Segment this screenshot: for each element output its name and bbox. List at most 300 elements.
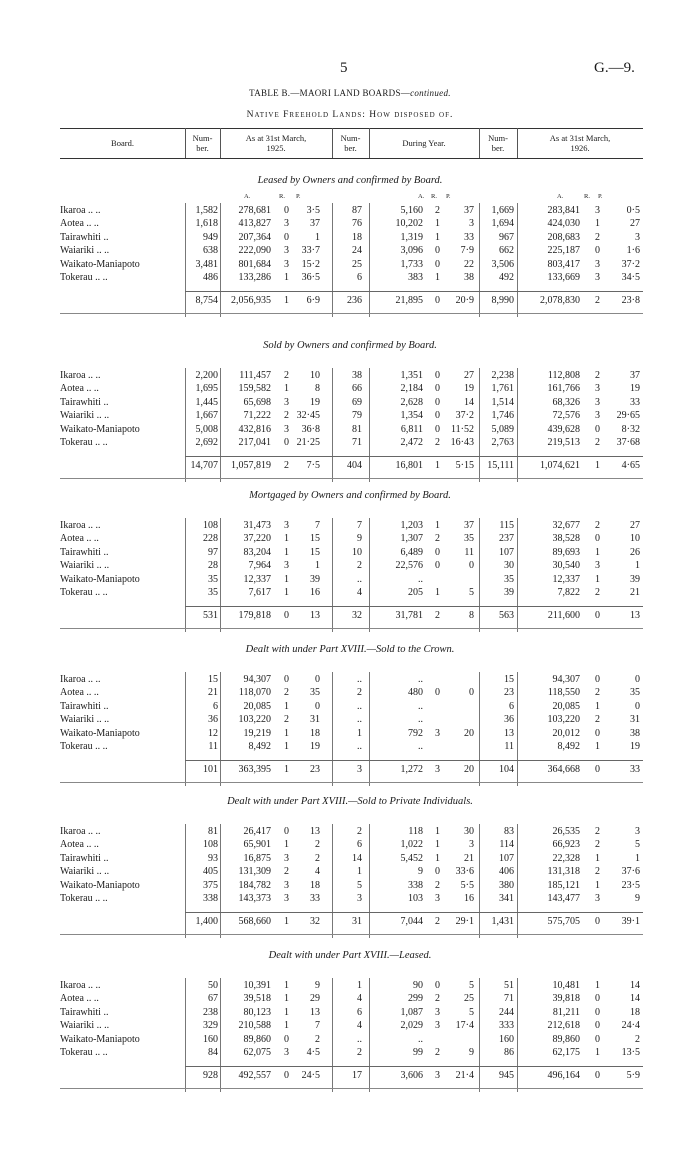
table-cell: 1,022 <box>400 839 423 851</box>
total-cell: 0 <box>595 610 600 622</box>
table-cell: 1 <box>595 879 600 891</box>
header-number-during: Num- ber. <box>340 133 361 153</box>
table-cell: 103,220 <box>238 714 271 726</box>
table-cell: 18 <box>630 1006 640 1018</box>
total-cell: 0 <box>284 1070 289 1082</box>
total-cell: 1 <box>284 764 289 776</box>
table-cell: 11 <box>208 741 218 752</box>
total-cell: 575,705 <box>547 916 580 928</box>
table-cell: 219,513 <box>547 437 580 448</box>
table-cell: 34·5 <box>621 272 640 283</box>
table-cell: 212,618 <box>547 1020 580 1032</box>
table-cell: 949 <box>203 231 218 243</box>
table-cell: 1,618 <box>195 218 218 230</box>
table-cell: 89,860 <box>243 1033 271 1045</box>
table-cell: 2,029 <box>400 1020 423 1032</box>
table-cell: 10 <box>310 370 320 381</box>
table-cell: 3 <box>469 218 474 230</box>
total-cell: 15,111 <box>487 460 514 472</box>
table-cell: 5,089 <box>491 423 514 435</box>
table-cell: 3,506 <box>491 258 514 270</box>
table-cell: .. <box>418 573 423 585</box>
table-cell: 0 <box>284 826 289 837</box>
table-cell: 1,319 <box>400 231 423 243</box>
table-cell: 2,692 <box>195 437 218 448</box>
total-cell: 492,557 <box>238 1070 271 1082</box>
board-name: Waiariki .. .. <box>60 410 110 422</box>
table-cell: 2 <box>595 687 600 699</box>
table-cell: 71 <box>352 437 362 448</box>
table-cell: 50 <box>208 980 218 991</box>
table-cell: 23 <box>504 687 514 699</box>
table-cell: 39 <box>310 573 320 585</box>
table-cell: 9 <box>357 533 362 545</box>
table-cell: 0 <box>435 383 440 395</box>
table-cell: 0 <box>595 423 600 435</box>
table-cell: 19 <box>630 741 640 752</box>
table-cell: 1,669 <box>491 205 514 216</box>
table-cell: 12,337 <box>243 573 271 585</box>
board-name: Aotea .. .. <box>60 993 99 1005</box>
table-header <box>0 128 700 158</box>
table-cell: 0 <box>469 687 474 699</box>
table-cell: 2 <box>435 205 440 216</box>
table-cell: 0 <box>435 258 440 270</box>
table-cell: 2 <box>595 370 600 381</box>
table-cell: 81,211 <box>552 1006 580 1018</box>
table-cell: .. <box>357 573 362 585</box>
table-cell: 0·5 <box>626 205 640 216</box>
board-name: Tairawhiti .. <box>60 231 109 243</box>
table-cell: 10,202 <box>395 218 423 230</box>
table-cell: 37·6 <box>621 866 640 878</box>
table-cell: 8 <box>315 383 320 395</box>
table-cell: 20,012 <box>552 727 580 739</box>
table-cell: 0 <box>435 410 440 422</box>
table-row <box>0 1047 700 1058</box>
total-cell: 0 <box>284 610 289 622</box>
table-cell: 1 <box>284 587 289 598</box>
table-row <box>0 893 700 904</box>
header-number-1925: Num- ber. <box>192 133 213 153</box>
table-cell: 1 <box>284 839 289 851</box>
table-cell: 131,309 <box>238 866 271 878</box>
table-cell: 1,354 <box>400 410 423 422</box>
total-rule <box>185 606 643 607</box>
table-cell: 38 <box>630 727 640 739</box>
table-cell: 115 <box>499 520 514 531</box>
table-cell: 84 <box>208 1047 218 1058</box>
table-cell: 1 <box>435 587 440 598</box>
table-cell: 222,090 <box>238 245 271 257</box>
table-cell: 0 <box>284 437 289 448</box>
table-cell: 3 <box>469 839 474 851</box>
table-cell: 2 <box>357 1047 362 1058</box>
board-name: Tairawhiti .. <box>60 852 109 864</box>
table-cell: 30 <box>504 560 514 572</box>
table-cell: 333 <box>499 1020 514 1032</box>
table-cell: 10 <box>630 533 640 545</box>
table-cell: 341 <box>499 893 514 904</box>
table-row <box>0 839 700 850</box>
table-cell: 1 <box>284 993 289 1005</box>
unit-label: P. <box>296 193 301 200</box>
table-cell: 0 <box>469 560 474 572</box>
table-cell: 10 <box>352 546 362 558</box>
table-cell: 26,535 <box>552 826 580 837</box>
total-cell: 39·1 <box>621 916 640 928</box>
total-cell: 21·4 <box>455 1070 474 1082</box>
table-cell: 27 <box>630 520 640 531</box>
table-cell: 11 <box>464 546 474 558</box>
table-cell: 3 <box>284 1047 289 1058</box>
total-cell: 0 <box>435 295 440 307</box>
table-cell: 5 <box>469 1006 474 1018</box>
table-cell: 225,187 <box>547 245 580 257</box>
table-cell: 6 <box>357 839 362 851</box>
table-cell: 6,489 <box>400 546 423 558</box>
header-board: Board. <box>111 138 134 148</box>
table-cell: .. <box>418 700 423 712</box>
table-cell: 2 <box>315 839 320 851</box>
board-name: Waikato-Maniapoto <box>60 573 140 585</box>
section-bottom-rule <box>60 1088 643 1089</box>
table-row <box>0 574 700 585</box>
table-cell: 66,923 <box>552 839 580 851</box>
table-cell: 0 <box>435 687 440 699</box>
table-cell: 0 <box>435 370 440 381</box>
unit-label: R. <box>584 193 590 200</box>
section-bottom-rule <box>60 934 643 935</box>
table-cell: 0 <box>435 560 440 572</box>
table-cell: 89,693 <box>552 546 580 558</box>
table-cell: 5,452 <box>400 852 423 864</box>
table-cell: 15 <box>504 674 514 685</box>
table-cell: 15 <box>310 546 320 558</box>
table-title-continued: continued. <box>410 88 451 98</box>
table-cell: 19 <box>310 396 320 408</box>
table-cell: 16,875 <box>243 852 271 864</box>
table-cell: 283,841 <box>547 205 580 216</box>
table-cell: 103,220 <box>547 714 580 726</box>
board-name: Waikato-Maniapoto <box>60 258 140 270</box>
table-row <box>0 397 700 408</box>
table-cell: 160 <box>499 1033 514 1045</box>
total-row <box>0 610 700 622</box>
table-cell: 338 <box>203 893 218 904</box>
table-cell: 79 <box>352 410 362 422</box>
table-cell: 7 <box>315 520 320 531</box>
total-cell: 2,056,935 <box>231 295 271 307</box>
table-cell: 8,492 <box>557 741 580 752</box>
table-cell: 1 <box>284 533 289 545</box>
board-name: Tairawhiti .. <box>60 700 109 712</box>
header-number-1926: Num- ber. <box>488 133 508 153</box>
total-cell: 0 <box>595 764 600 776</box>
table-cell: 1 <box>284 573 289 585</box>
table-cell: 1 <box>595 700 600 712</box>
table-cell: 2 <box>595 587 600 598</box>
table-cell: 21 <box>464 852 474 864</box>
table-cell: 1,087 <box>400 1006 423 1018</box>
table-cell: 0 <box>435 423 440 435</box>
table-cell: 3 <box>435 1020 440 1032</box>
table-cell: 39,518 <box>243 993 271 1005</box>
unit-label: A. <box>418 193 425 200</box>
table-cell: 8,492 <box>248 741 271 752</box>
table-row <box>0 410 700 421</box>
table-row <box>0 245 700 256</box>
table-cell: 12,337 <box>552 573 580 585</box>
table-cell: 803,417 <box>547 258 580 270</box>
table-row <box>0 674 700 685</box>
table-cell: 30 <box>464 826 474 837</box>
table-cell: 1,746 <box>491 410 514 422</box>
table-cell: 38 <box>464 272 474 283</box>
page-reference: G.—9. <box>594 60 635 76</box>
table-cell: 11 <box>504 741 514 752</box>
table-cell: 8·32 <box>621 423 640 435</box>
table-cell: .. <box>357 741 362 752</box>
total-cell: 1 <box>284 295 289 307</box>
table-cell: 1 <box>595 546 600 558</box>
table-cell: 36 <box>504 714 514 726</box>
table-cell: 94,307 <box>243 674 271 685</box>
table-cell: 1 <box>595 980 600 991</box>
total-cell: 31 <box>352 916 362 928</box>
total-cell: 3 <box>435 764 440 776</box>
table-cell: 15·2 <box>301 258 320 270</box>
table-cell: 33 <box>630 396 640 408</box>
table-cell: 3 <box>357 893 362 904</box>
table-cell: 1 <box>357 980 362 991</box>
board-name: Ikaroa .. .. <box>60 370 101 381</box>
table-cell: 143,373 <box>238 893 271 904</box>
table-cell: 9 <box>635 893 640 904</box>
total-cell: 1 <box>284 916 289 928</box>
board-name: Waiariki .. .. <box>60 560 110 572</box>
table-cell: 107 <box>499 852 514 864</box>
table-cell: 1 <box>435 231 440 243</box>
table-row <box>0 1007 700 1018</box>
table-cell: 0 <box>595 1006 600 1018</box>
table-cell: 2 <box>435 533 440 545</box>
total-cell: 2 <box>595 295 600 307</box>
table-cell: 10,391 <box>243 980 271 991</box>
table-cell: 16·43 <box>450 437 474 448</box>
table-cell: 28 <box>208 560 218 572</box>
table-cell: 184,782 <box>238 879 271 891</box>
table-cell: 25 <box>464 993 474 1005</box>
table-cell: 6 <box>509 700 514 712</box>
table-cell: 4 <box>315 866 320 878</box>
table-cell: 0 <box>595 1020 600 1032</box>
table-cell: 23·5 <box>621 879 640 891</box>
total-cell: 8 <box>469 610 474 622</box>
table-cell: 638 <box>203 245 218 257</box>
table-cell: 7,822 <box>557 587 580 598</box>
table-cell: 14 <box>352 852 362 864</box>
table-cell: 69 <box>352 396 362 408</box>
table-cell: 37 <box>310 218 320 230</box>
table-section <box>0 175 700 325</box>
total-cell: 6·9 <box>306 295 320 307</box>
table-cell: 143,477 <box>547 893 580 904</box>
table-cell: 1 <box>435 218 440 230</box>
table-title <box>0 88 700 98</box>
board-name: Tairawhiti .. <box>60 546 109 558</box>
table-cell: 33·7 <box>301 245 320 257</box>
table-cell: 86 <box>504 1047 514 1058</box>
table-row <box>0 701 700 712</box>
table-cell: 31,473 <box>243 520 271 531</box>
table-cell: 0 <box>284 674 289 685</box>
table-cell: 9 <box>418 866 423 878</box>
table-cell: 3 <box>284 893 289 904</box>
table-cell: 3 <box>284 218 289 230</box>
table-row <box>0 272 700 283</box>
total-cell: 23 <box>310 764 320 776</box>
table-cell: 1 <box>595 741 600 752</box>
table-cell: 217,041 <box>238 437 271 448</box>
table-cell: 51 <box>504 980 514 991</box>
table-cell: 0 <box>635 700 640 712</box>
table-cell: 66 <box>352 383 362 395</box>
table-cell: 2 <box>595 520 600 531</box>
table-cell: 413,827 <box>238 218 271 230</box>
table-cell: 5 <box>357 879 362 891</box>
table-cell: 3 <box>284 258 289 270</box>
table-cell: 0 <box>435 980 440 991</box>
table-cell: 29 <box>310 993 320 1005</box>
table-cell: 3 <box>595 893 600 904</box>
table-cell: 4·5 <box>306 1047 320 1058</box>
board-name: Waikato-Maniapoto <box>60 1033 140 1045</box>
table-cell: 4 <box>357 1020 362 1032</box>
section-bottom-rule <box>60 313 643 314</box>
table-cell: 1 <box>435 852 440 864</box>
table-cell: 14 <box>630 993 640 1005</box>
table-cell: .. <box>418 741 423 752</box>
total-cell: 1,400 <box>195 916 218 928</box>
table-cell: 3 <box>595 560 600 572</box>
total-cell: 945 <box>499 1070 514 1082</box>
table-cell: 2 <box>435 993 440 1005</box>
board-name: Waikato-Maniapoto <box>60 423 140 435</box>
table-cell: 24·4 <box>621 1020 640 1032</box>
table-cell: 3 <box>595 205 600 216</box>
table-cell: 37 <box>464 205 474 216</box>
table-cell: 228 <box>203 533 218 545</box>
table-cell: 1 <box>284 272 289 283</box>
total-cell: 0 <box>595 916 600 928</box>
board-name: Ikaroa .. .. <box>60 674 101 685</box>
board-name: Aotea .. .. <box>60 533 99 545</box>
table-cell: 1·6 <box>626 245 640 257</box>
total-cell: 31,781 <box>395 610 423 622</box>
table-cell: 9 <box>315 980 320 991</box>
table-cell: 1 <box>435 520 440 531</box>
table-cell: 299 <box>408 993 423 1005</box>
table-cell: 6,811 <box>400 423 423 435</box>
table-cell: 2,200 <box>195 370 218 381</box>
table-row <box>0 370 700 381</box>
header-during-year: During Year. <box>402 138 446 148</box>
total-cell: 23·8 <box>621 295 640 307</box>
table-cell: 0 <box>284 1033 289 1045</box>
table-cell: 406 <box>499 866 514 878</box>
table-cell: 3 <box>595 383 600 395</box>
table-cell: 2 <box>595 231 600 243</box>
table-cell: 33·6 <box>455 866 474 878</box>
table-cell: 37,220 <box>243 533 271 545</box>
table-cell: 1 <box>284 700 289 712</box>
table-row <box>0 533 700 544</box>
board-name: Tokerau .. .. <box>60 893 108 904</box>
board-name: Tairawhiti .. <box>60 396 109 408</box>
table-cell: 81 <box>352 423 362 435</box>
table-title-main: TABLE B.—MAORI LAND BOARDS— <box>249 88 411 98</box>
board-name: Waiariki .. .. <box>60 866 110 878</box>
table-cell: 801,684 <box>238 258 271 270</box>
table-cell: 3·5 <box>306 205 320 216</box>
table-cell: 1 <box>315 231 320 243</box>
table-cell: 6 <box>357 272 362 283</box>
table-cell: 81 <box>208 826 218 837</box>
table-cell: 0 <box>635 674 640 685</box>
unit-label: P. <box>446 193 451 200</box>
table-cell: 16 <box>464 893 474 904</box>
total-cell: 1 <box>435 460 440 472</box>
table-cell: .. <box>357 700 362 712</box>
total-cell: 1,272 <box>400 764 423 776</box>
table-cell: 37 <box>630 370 640 381</box>
board-name: Waiariki .. .. <box>60 714 110 726</box>
board-name: Waiariki .. .. <box>60 1020 110 1032</box>
table-cell: 7·9 <box>460 245 474 257</box>
total-cell: 14,707 <box>190 460 218 472</box>
table-cell: 33 <box>310 893 320 904</box>
table-cell: 39 <box>504 587 514 598</box>
table-cell: 1 <box>284 727 289 739</box>
total-cell: 13 <box>630 610 640 622</box>
table-cell: 99 <box>413 1047 423 1058</box>
table-cell: 35 <box>208 587 218 598</box>
table-cell: 3 <box>284 396 289 408</box>
section-title: Leased by Owners and confirmed by Board. <box>257 175 443 186</box>
table-cell: 210,588 <box>238 1020 271 1032</box>
table-cell: 1 <box>284 546 289 558</box>
table-cell: 90 <box>413 980 423 991</box>
table-cell: 22,576 <box>395 560 423 572</box>
table-cell: 83,204 <box>243 546 271 558</box>
table-cell: 0 <box>435 245 440 257</box>
table-cell: 18 <box>310 879 320 891</box>
table-cell: 159,582 <box>238 383 271 395</box>
table-cell: 0 <box>315 674 320 685</box>
table-cell: 6 <box>357 1006 362 1018</box>
table-row <box>0 587 700 598</box>
table-cell: 0 <box>595 727 600 739</box>
table-cell: 18 <box>352 231 362 243</box>
table-row <box>0 853 700 864</box>
table-cell: 9 <box>469 1047 474 1058</box>
table-cell: 0 <box>595 245 600 257</box>
total-cell: 179,818 <box>238 610 271 622</box>
table-cell: 1 <box>357 727 362 739</box>
table-cell: 4 <box>357 993 362 1005</box>
table-cell: 33 <box>464 231 474 243</box>
